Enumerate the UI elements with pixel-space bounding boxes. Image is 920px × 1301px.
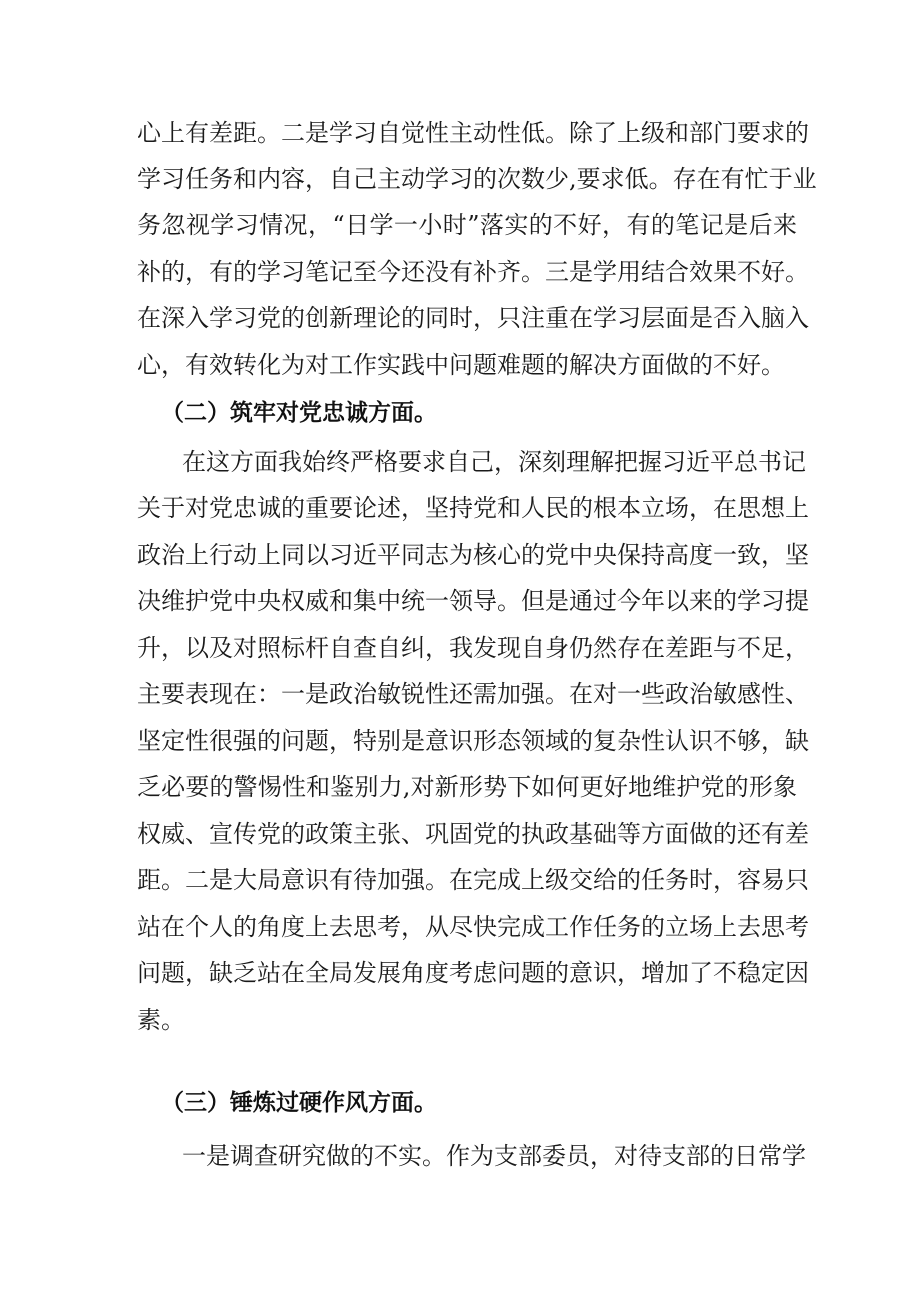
paragraph-line: 素。 [137, 1006, 185, 1034]
paragraph-line: 问题，缺乏站在全局发展角度考虑问题的意识，增加了不稳定因 [137, 959, 809, 987]
section-heading: （三）锤炼过硬作风方面。 [161, 1090, 437, 1116]
paragraph-line: 权威、宣传党的政策主张、巩固党的执政基础等方面做的还有差 [137, 820, 809, 848]
paragraph-line: 心上有差距。二是学习自觉性主动性低。除了上级和部门要求的 [137, 119, 809, 147]
paragraph-line: 务忽视学习情况，“日学一小时”落实的不好，有的笔记是后来 [137, 211, 797, 239]
paragraph-line: 距。二是大局意识有待加强。在完成上级交给的任务时，容易只 [137, 866, 809, 894]
paragraph-line: 坚定性很强的问题，特别是意识形态领域的复杂性认识不够，缺 [137, 727, 809, 755]
paragraph-line: 在这方面我始终严格要求自己，深刻理解把握习近平总书记 [182, 448, 806, 476]
paragraph-line: 决维护党中央权威和集中统一领导。但是通过今年以来的学习提 [137, 587, 809, 615]
paragraph-line: 一是调查研究做的不实。作为支部委员，对待支部的日常学 [182, 1142, 806, 1170]
paragraph-line: 政治上行动上同以习近平同志为核心的党中央保持高度一致，坚 [137, 541, 809, 569]
paragraph-line: 心，有效转化为对工作实践中问题难题的解决方面做的不好。 [137, 351, 785, 379]
paragraph-line: 乏必要的警惕性和鉴别力,对新形势下如何更好地维护党的形象 [137, 773, 797, 801]
paragraph-line: 站在个人的角度上去思考，从尽快完成工作任务的立场上去思考 [137, 913, 809, 941]
section-heading: （二）筑牢对党忠诚方面。 [161, 400, 437, 426]
paragraph-line: 在深入学习党的创新理论的同时，只注重在学习层面是否入脑入 [137, 304, 809, 332]
paragraph-line: 升，以及对照标杆自查自纠，我发现自身仍然存在差距与不足， [137, 634, 809, 662]
paragraph-line: 学习任务和内容，自己主动学习的次数少,要求低。存在有忙于业 [137, 165, 817, 193]
paragraph-line: 关于对党忠诚的重要论述，坚持党和人民的根本立场，在思想上 [137, 494, 809, 522]
paragraph-line: 补的，有的学习笔记至今还没有补齐。三是学用结合效果不好。 [137, 258, 809, 286]
paragraph-line: 主要表现在：一是政治敏锐性还需加强。在对一些政治敏感性、 [137, 680, 809, 708]
